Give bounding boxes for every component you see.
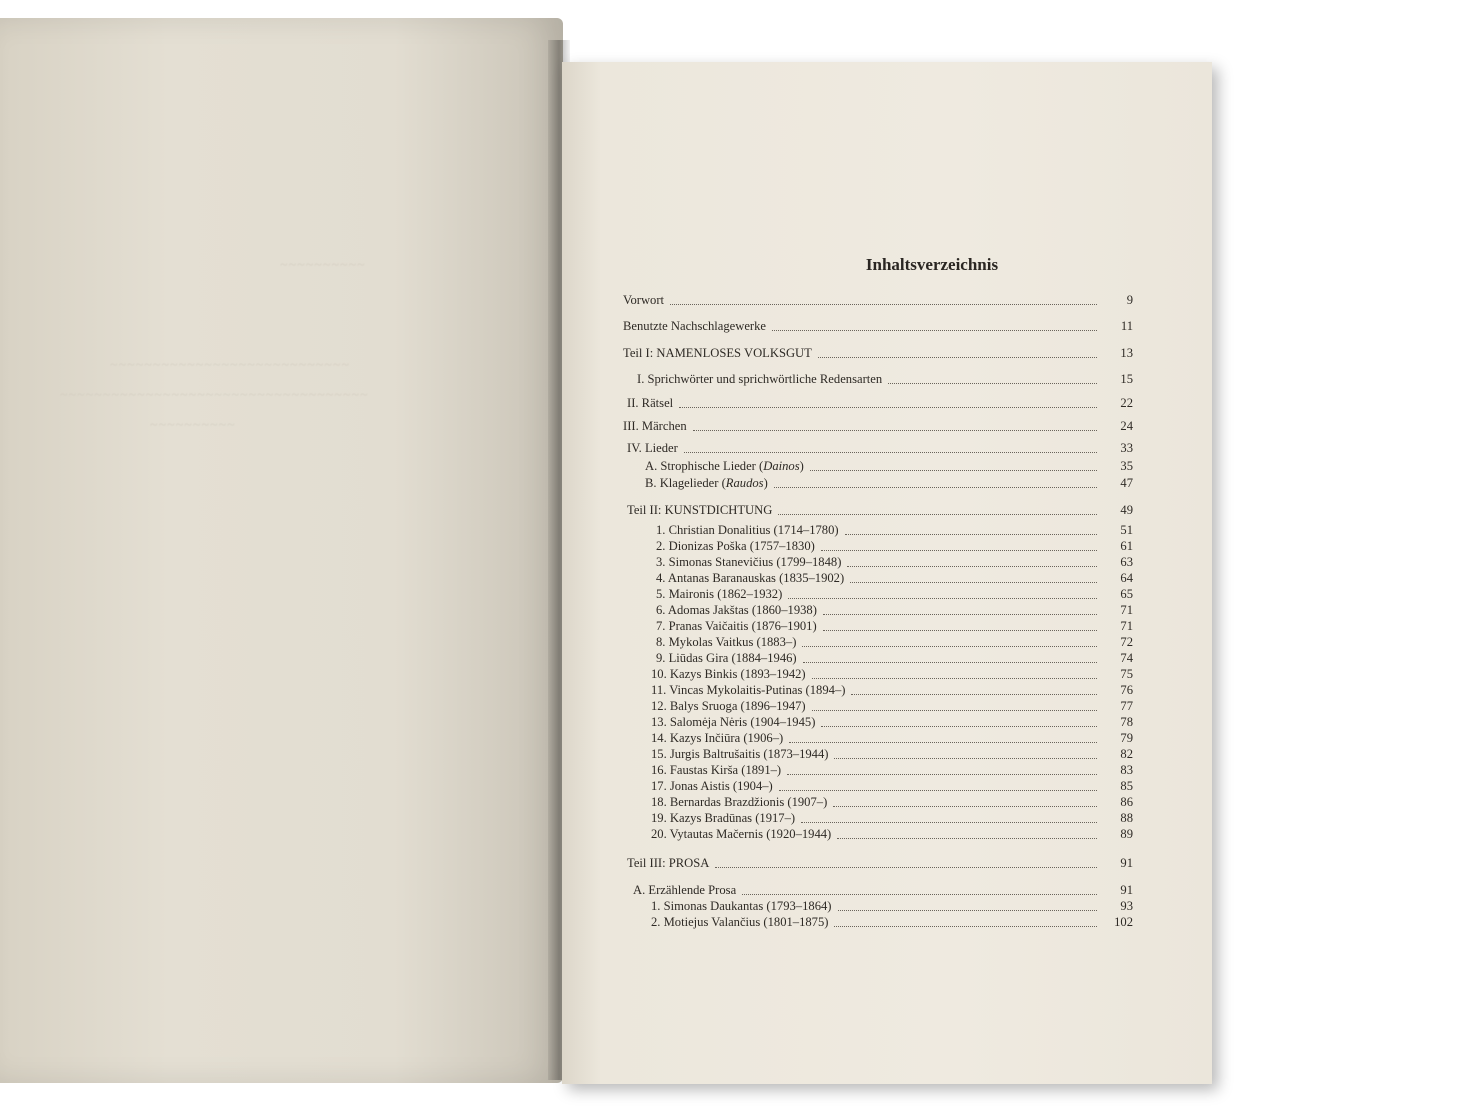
toc-entry: 13. Salomėja Nėris (1904–1945) 78 xyxy=(651,715,1133,729)
toc-entry: 14. Kazys Inčiūra (1906–) 79 xyxy=(651,731,1133,745)
toc-entry: 2. Dionizas Poška (1757–1830) 61 xyxy=(656,539,1133,553)
toc-entry: Teil I: NAMENLOSES VOLKSGUT 13 xyxy=(623,346,1133,360)
toc-entry: A. Strophische Lieder (Dainos) 35 xyxy=(645,459,1133,473)
toc-entry: 1. Simonas Daukantas (1793–1864) 93 xyxy=(651,899,1133,913)
toc-entry: 17. Jonas Aistis (1904–) 85 xyxy=(651,779,1133,793)
show-through-text: ~~~~~~~~~~~~~~~~~~~~~~~~~~~~~~~~~~~~ xyxy=(60,388,369,403)
toc-entry: B. Klagelieder (Raudos) 47 xyxy=(645,476,1133,490)
toc-title: Inhaltsverzeichnis xyxy=(865,255,999,274)
toc-entry: 5. Maironis (1862–1932) 65 xyxy=(656,587,1133,601)
toc-entry: II. Rätsel 22 xyxy=(627,396,1133,410)
toc-entry: 18. Bernardas Brazdžionis (1907–) 86 xyxy=(651,795,1133,809)
show-through-text: ~~~~~~~~~~~~~~~~~~~~~~~~~~~~ xyxy=(110,358,351,373)
toc-entry: 12. Balys Sruoga (1896–1947) 77 xyxy=(651,699,1133,713)
toc-entry: IV. Lieder 33 xyxy=(627,441,1133,455)
toc-entry: 10. Kazys Binkis (1893–1942) 75 xyxy=(651,667,1133,681)
toc-entry: 16. Faustas Kirša (1891–) 83 xyxy=(651,763,1133,777)
left-page xyxy=(0,18,563,1083)
toc-entry: 6. Adomas Jakštas (1860–1938) 71 xyxy=(656,603,1133,617)
toc-entry: 9. Liūdas Gira (1884–1946) 74 xyxy=(656,651,1133,665)
toc-entry: I. Sprichwörter und sprichwörtliche Redensarten 15 xyxy=(637,372,1133,386)
toc-entry: 20. Vytautas Mačernis (1920–1944) 89 xyxy=(651,827,1133,841)
show-through-text: ~~~~~~~~~~ xyxy=(150,418,236,433)
toc-entry: Benutzte Nachschlagewerke 11 xyxy=(623,319,1133,333)
toc-entry: 19. Kazys Bradūnas (1917–) 88 xyxy=(651,811,1133,825)
toc-entry: III. Märchen 24 xyxy=(623,419,1133,433)
toc-entry: 15. Jurgis Baltrušaitis (1873–1944) 82 xyxy=(651,747,1133,761)
toc-entry: 7. Pranas Vaičaitis (1876–1901) 71 xyxy=(656,619,1133,633)
toc-entry: Teil II: KUNSTDICHTUNG 49 xyxy=(627,503,1133,517)
show-through-text: ~~~~~~~~~~ xyxy=(280,258,366,273)
right-page xyxy=(562,62,1212,1084)
toc-entry: Vorwort 9 xyxy=(623,293,1133,307)
toc-entry: 3. Simonas Stanevičius (1799–1848) 63 xyxy=(656,555,1133,569)
toc-entry: A. Erzählende Prosa 91 xyxy=(633,883,1133,897)
toc-entry: 4. Antanas Baranauskas (1835–1902) 64 xyxy=(656,571,1133,585)
toc-entry: 1. Christian Donalitius (1714–1780) 51 xyxy=(656,523,1133,537)
toc-entry: 2. Motiejus Valančius (1801–1875) 102 xyxy=(651,915,1133,929)
toc-entry: Teil III: PROSA 91 xyxy=(627,856,1133,870)
toc-entry: 8. Mykolas Vaitkus (1883–) 72 xyxy=(656,635,1133,649)
toc-entry: 11. Vincas Mykolaitis-Putinas (1894–) 76 xyxy=(651,683,1133,697)
